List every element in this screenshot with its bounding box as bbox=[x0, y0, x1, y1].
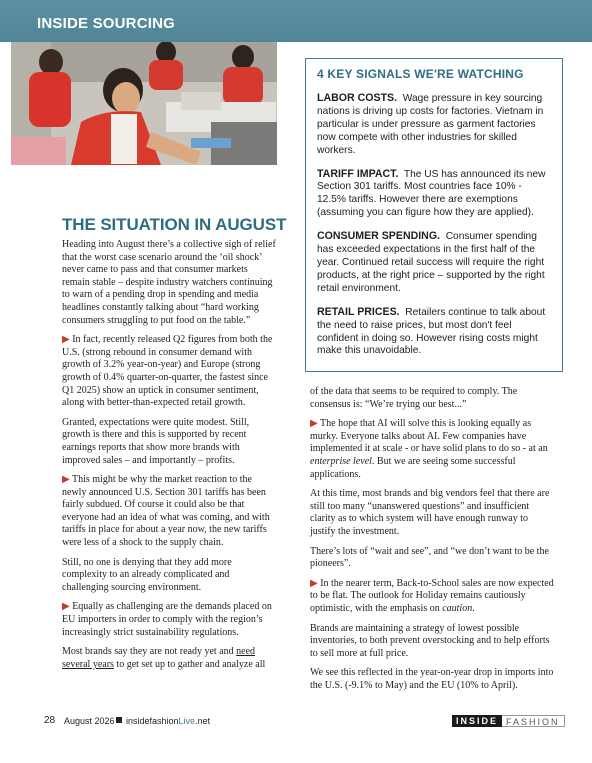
paragraph-text: . But we are seeing some successful applications. bbox=[310, 455, 516, 480]
site-name-live: Live bbox=[178, 716, 196, 726]
paragraph-text: to get set up to gather and analyze all bbox=[113, 658, 266, 670]
article-paragraph bbox=[62, 601, 278, 639]
factory-workers-photo bbox=[11, 42, 277, 165]
article-paragraph bbox=[310, 578, 556, 616]
article-heading: THE SITUATION IN AUGUST bbox=[62, 215, 287, 234]
signal-consumer-spending bbox=[317, 230, 552, 296]
signal-labor-costs bbox=[317, 92, 552, 158]
page-footer bbox=[44, 715, 578, 729]
article-paragraph bbox=[62, 646, 278, 671]
paragraph-text: This might be why the market reaction to the newly announced U.S. Section 301 tariffs has been fairly subdued. Of course it could also be that everyone had an idea of what was coming, and with tariffs in place for about a year now, the new tariffs were less of a shock to the supply chain. bbox=[62, 474, 270, 549]
signal-retail-prices bbox=[317, 306, 552, 359]
paragraph-text: In the nearer term, Back-to-School sales are now expected to be flat. The outlook for Holiday remains cautiously optimistic, with the emphasis on bbox=[310, 577, 554, 614]
red-triangle-icon: ▶ bbox=[62, 474, 70, 486]
signal-label: TARIFF IMPACT. bbox=[317, 167, 399, 180]
logo-fashion: FASHION bbox=[502, 715, 565, 727]
article-paragraph: At this time, most brands and big vendors feel that there are still too many “unanswered questions” and insufficient clarity as to which system will have enough runway to justify the investment. bbox=[310, 488, 550, 537]
article-paragraph: There’s lots of “wait and see”, and “we don’t want to be the pioneers”. bbox=[310, 545, 549, 570]
square-separator-icon bbox=[116, 717, 122, 723]
site-tld: .net bbox=[195, 716, 211, 726]
article-column-right bbox=[310, 386, 556, 699]
logo-inside: INSIDE bbox=[452, 715, 502, 727]
signal-tariff-impact bbox=[317, 168, 552, 221]
section-title: INSIDE SOURCING bbox=[37, 15, 176, 32]
article-paragraph: Granted, expectations were quite modest. Still, growth is there and this is supported by recent earnings reports that show more brands with improved sales – and importantly – profits. bbox=[62, 416, 250, 466]
article-paragraph bbox=[62, 474, 278, 550]
website-link[interactable] bbox=[126, 716, 210, 726]
red-triangle-icon: ▶ bbox=[310, 418, 318, 430]
key-signals-box bbox=[305, 58, 563, 372]
signal-label: LABOR COSTS. bbox=[317, 92, 398, 104]
photo-illustration bbox=[11, 42, 277, 165]
article-paragraph: Heading into August there’s a collective sigh of relief that the worst case scenario around the ‘oil shock’ never came to pass and that consumer markets remain stable – despite industry watchers continuing to warn of a pending drop in spending and media headlines constantly talking about “hard working consumers struggling to put food on the table.” bbox=[62, 239, 276, 326]
signal-label: CONSUMER SPENDING. bbox=[317, 230, 441, 243]
article-paragraph: Still, no one is denying that they add more complexity to an already complicated and challenging sourcing environment. bbox=[62, 556, 232, 593]
article-column-left bbox=[62, 239, 278, 678]
paragraph-text: In fact, recently released Q2 figures from both the U.S. (strong rebound in consumer demand with growth of 3.2% year-on-year) and Europe (strong growth of 0.4% quarter-on-quarter, the fastest since Q1 2025) show an uptick in consumer sentiment, along with better-than-expected retail growth. bbox=[62, 334, 273, 409]
inside-fashion-logo bbox=[452, 715, 565, 727]
signal-text: Wage pressure in key sourcing nations is driving up costs for factories. Vietnam in particular is under pressure as garment factories now compete with other industries for skilled workers. bbox=[317, 93, 544, 156]
emphasis-text: caution bbox=[442, 602, 473, 614]
key-signals-title: 4 KEY SIGNALS WE'RE WATCHING bbox=[317, 67, 524, 81]
signal-text: Consumer spending has exceeded expectations in the first half of the year. Continued retail success will require the right products, at the right price – supported by the right retail environment. bbox=[317, 231, 545, 294]
signal-text: The US has announced its new Section 301 tariffs. Most countries face 10% - 12.5% tariffs. However there are exemptions (assuming you can figure how they are applied). bbox=[317, 168, 546, 219]
article-paragraph bbox=[62, 334, 278, 410]
red-triangle-icon: ▶ bbox=[62, 601, 70, 613]
red-triangle-icon: ▶ bbox=[310, 577, 318, 589]
paragraph-text: . bbox=[472, 602, 475, 614]
article-paragraph: Brands are maintaining a strategy of lowest possible inventories, to both prevent overstocking and to help efforts to sell more at full price. bbox=[310, 622, 550, 659]
page-number: 28 bbox=[44, 715, 56, 726]
article-paragraph: of the data that seems to be required to comply. The consensus is: “We’re trying our best...” bbox=[310, 386, 518, 410]
red-triangle-icon: ▶ bbox=[62, 334, 70, 346]
issue-date: August 2026 bbox=[64, 716, 115, 726]
paragraph-text: Most brands say they are not ready yet and bbox=[62, 646, 237, 658]
emphasis-text: enterprise level bbox=[310, 455, 372, 467]
section-banner bbox=[0, 0, 592, 42]
paragraph-text: Equally as challenging are the demands placed on EU importers in order to comply with the region’s increasingly strict sustainability regulations. bbox=[62, 601, 272, 638]
paragraph-text: The hope that AI will solve this is looking equally as murky. Everyone talks about AI. Few companies have implemented it at scale - or have solid plans to do so - at an bbox=[310, 418, 548, 455]
article-paragraph bbox=[310, 418, 556, 481]
article-paragraph: We see this reflected in the year-on-year drop in imports into the U.S. (-9.1% to May) and the EU (10% to April). bbox=[310, 667, 554, 691]
signal-text: Retailers continue to talk about the need to raise prices, but most don't feel confident in doing so. However rising costs might make this unavoidable. bbox=[317, 306, 546, 357]
underlined-phrase: need several years bbox=[62, 646, 256, 670]
signal-label: RETAIL PRICES. bbox=[317, 305, 400, 318]
site-name: insidefashion bbox=[126, 716, 179, 726]
